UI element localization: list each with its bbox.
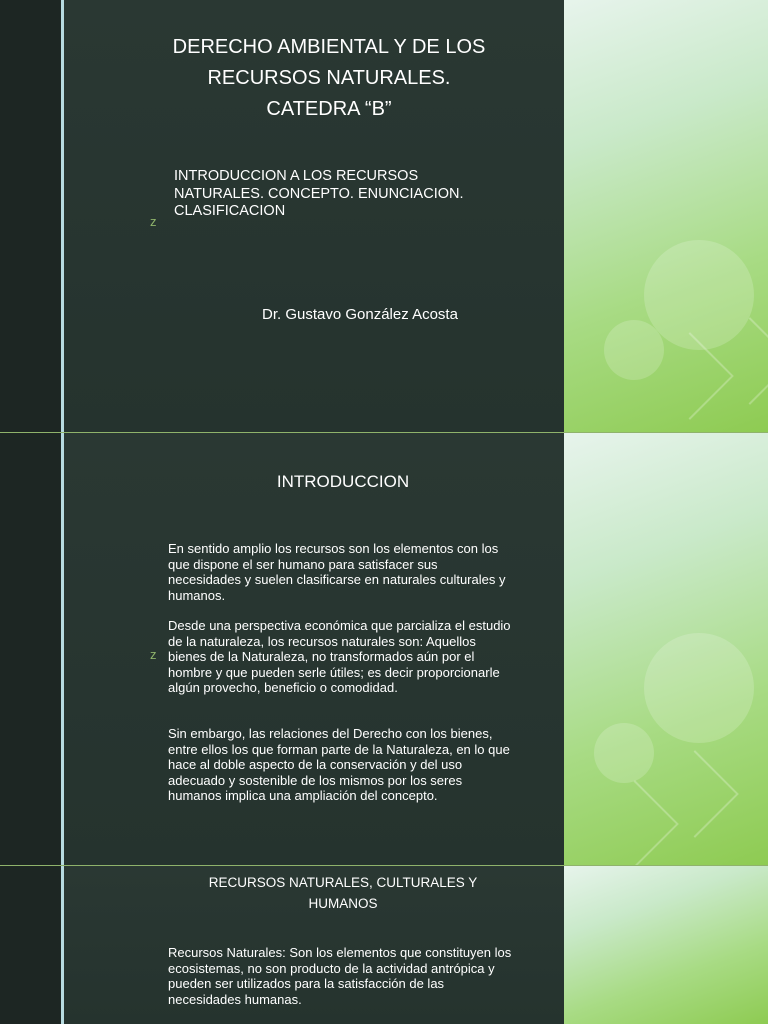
slide-recursos	[0, 866, 768, 1024]
presentation-title	[64, 32, 594, 125]
left-strip	[0, 866, 61, 1024]
author-name: Dr. Gustavo González Acosta	[262, 306, 458, 323]
title-line: CATEDRA “B”	[266, 98, 392, 120]
subtitle-line: NATURALES. CONCEPTO. ENUNCIACION.	[174, 185, 464, 202]
left-strip	[0, 0, 61, 432]
subtitle-line: CLASIFICACION	[174, 203, 286, 219]
presentation-subtitle	[174, 168, 534, 221]
section-heading	[64, 872, 622, 914]
paragraph: En sentido amplio los recursos son los elementos con los que dispone el ser humano para satisfacer sus necesidades y suelen clasificarse en naturales culturales y humanos.	[168, 541, 506, 603]
slide-title	[0, 0, 768, 432]
decorative-green-panel	[564, 433, 768, 865]
bullet-marker-icon: z	[150, 214, 157, 229]
paragraph: Desde una perspectiva económica que parcializa el estudio de la naturaleza, los recursos naturales son: Aquellos bienes de la Naturaleza, no transformados aún por el hombre y que pueden serle útiles; es decir proporcionarle algún provecho, beneficio o comodidad.	[168, 618, 511, 695]
paragraph: Sin embargo, las relaciones del Derecho con los bienes, entre ellos los que forman parte de la Naturaleza, en lo que hace al doble aspecto de la conservación y del uso adecuado y sostenible de los mismos por los seres humanos implica una ampliación del concepto.	[168, 726, 510, 803]
left-strip	[0, 433, 61, 865]
heading-line: RECURSOS NATURALES, CULTURALES Y	[208, 875, 478, 890]
title-line: RECURSOS NATURALES.	[207, 67, 451, 89]
heading-line: HUMANOS	[308, 896, 378, 911]
slide-introduccion	[0, 433, 768, 865]
subtitle-line: INTRODUCCION A LOS RECURSOS	[174, 168, 419, 184]
bullet-marker-icon: z	[150, 647, 157, 662]
paragraph: Recursos Naturales: Son los elementos que constituyen los ecosistemas, no son producto de la actividad antrópica y pueden ser utilizados para la satisfacción de las necesidades humanas.	[168, 945, 512, 1007]
title-line: DERECHO AMBIENTAL Y DE LOS	[172, 36, 486, 58]
decorative-green-panel	[564, 0, 768, 432]
section-heading: INTRODUCCION	[276, 472, 410, 491]
